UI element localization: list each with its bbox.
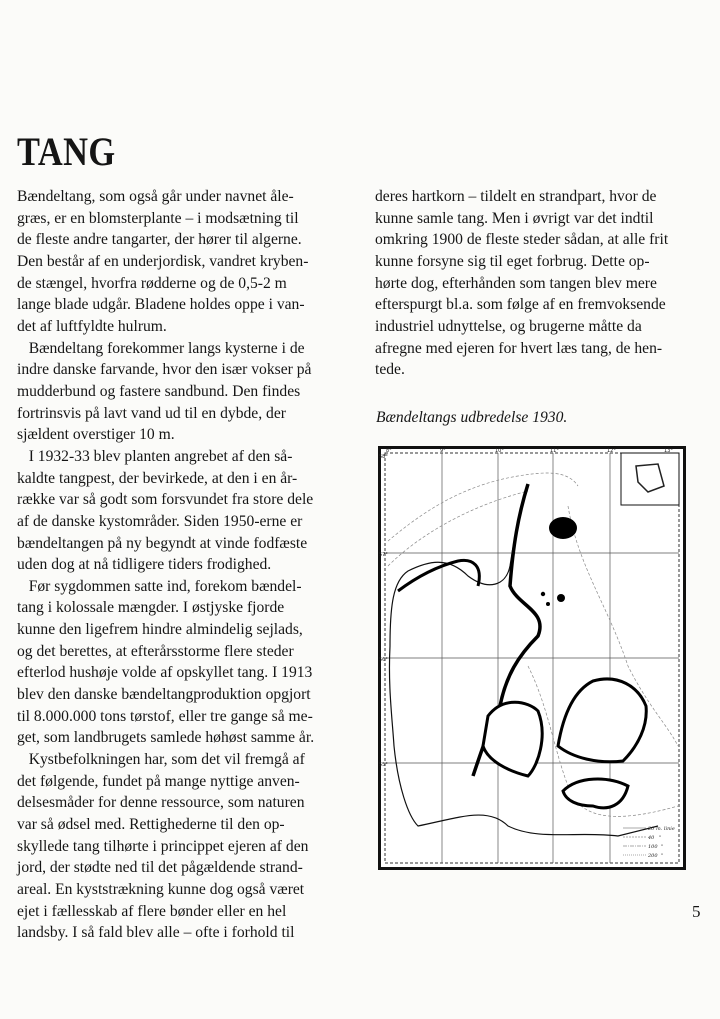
text-line: række var så godt som forsvundet fra store dele [17, 491, 314, 509]
text-line: industriel udnyttelse, og brugerne måtte da [375, 317, 642, 335]
lon-label: 10° [495, 448, 504, 454]
right-column-text [375, 186, 715, 381]
text-line: tang i kolossale mængder. I østjyske fjorde [17, 599, 285, 617]
lon-label: 9° [440, 448, 446, 454]
lon-label: 12° [607, 448, 616, 454]
text-line: kunne forsyne sig til eget forbrug. Dette op- [375, 252, 650, 270]
text-line: landsby. I så fald blev alle – ofte i forhold til [17, 924, 295, 942]
anholt-island [557, 594, 565, 602]
lolland-falster [563, 779, 628, 808]
eelgrass-spot [546, 602, 550, 606]
text-line: af de danske kystområder. Siden 1950-erne er [17, 512, 303, 530]
page-title: TANG [17, 129, 116, 174]
text-line: omkring 1900 de fleste steder sådan, at alle frit [375, 231, 669, 249]
text-line: Bændeltang, som også går under navnet åle- [17, 188, 294, 205]
text-line: bændeltangen på ny begyndt at vinde fodfæste [17, 534, 308, 552]
text-line: Før sygdommen satte ind, forekom bændel- [17, 577, 302, 595]
legend-entry: 20 m. linie [648, 826, 675, 832]
text-line: I 1932-33 blev planten angrebet af den så- [17, 447, 293, 465]
text-line: Kystbefolkningen har, som det vil fremgå af [17, 751, 305, 769]
text-line: efterlod hushøje volde af opskyllet tang. I 1913 [17, 664, 313, 682]
text-line: kunne samle tang. Men i øvrigt var det indtil [375, 209, 654, 227]
text-line: fortrinsvis på lavt vand ud til en dybde, der [17, 404, 286, 422]
text-line: uden dog at nå tidligere tiders frodighed. [17, 556, 272, 574]
text-line: det følgende, fundet på mange nyttige anven- [17, 772, 300, 790]
lat-label: 57° [379, 552, 388, 558]
lon-label: 11° [550, 448, 559, 454]
text-line: kaldte tangpest, der bevirkede, at den i en år- [17, 469, 298, 487]
text-line: deres hartkorn – tildelt en strandpart, hvor de [375, 188, 657, 205]
legend-entry: 200 " [648, 853, 664, 859]
lat-label: 58° [379, 454, 388, 460]
text-line: hørte dog, efterhånden som tangen blev mere [375, 274, 657, 292]
text-line: Bændeltang forekommer langs kysterne i de [17, 339, 305, 357]
text-line: lange blade udgår. Bladene holdes oppe i van- [17, 296, 305, 314]
legend-entry: 40 " [648, 835, 662, 841]
eelgrass-spot [541, 592, 545, 596]
lon-label: 13° [664, 448, 673, 454]
figure-caption: Bændeltangs udbredelse 1930. [376, 409, 568, 426]
bornholm-inset [621, 453, 679, 505]
text-line: til 8.000.000 tons tørstof, eller tre gange så me- [17, 707, 313, 725]
text-line: sjældent overstiger 10 m. [17, 426, 175, 444]
text-line: efterspurgt bl.a. som følge af en fremvoksende [375, 296, 666, 314]
text-line: get, som landbrugets samlede høhøst samme år. [17, 729, 315, 747]
text-line: det af luftfyldte hulrum. [17, 317, 167, 335]
text-line: areal. En kyststrækning kunne dog også været [17, 881, 305, 898]
text-line: delsesmåder for denne ressource, som naturen [17, 794, 305, 812]
text-line: Den består af en underjordisk, vandret kryben- [17, 252, 309, 270]
text-line: de stængel, hvorfra rødderne og de 0,5-2 m [17, 274, 287, 292]
left-column-text [17, 186, 357, 944]
text-line: indre danske farvande, hvor den især vokser på [17, 361, 312, 379]
text-line: og det berettes, at efterårsstorme flere steder [17, 642, 294, 660]
text-line: skyllede tang tilhørte i princippet ejeren af den [17, 837, 309, 855]
text-line: kunne den ligefrem hindre almindelig sejlads, [17, 621, 303, 639]
lat-label: 55° [379, 762, 388, 768]
text-line: mudderbund og fastere sandbund. Den findes [17, 382, 301, 400]
distribution-map [378, 446, 686, 870]
text-line: de fleste andre tangarter, der hører til algerne. [17, 231, 302, 249]
lat-label: 56° [379, 657, 388, 663]
legend-entry: 100 " [648, 844, 664, 850]
text-line: blev den danske bændeltangproduktion opgjort [17, 686, 311, 704]
text-line: var så ødsel med. Rettighederne til den op- [17, 816, 285, 834]
text-line: afregne med ejeren for hvert læs tang, de hen- [375, 339, 663, 357]
laeso-island [549, 517, 577, 539]
text-line: ejet i fællesskab af flere bønder eller en hel [17, 902, 287, 920]
lon-label: 8° [386, 448, 392, 454]
text-line: tede. [375, 361, 405, 379]
text-line: græs, er en blomsterplante – i modsætning til [17, 209, 299, 227]
page-number: 5 [692, 902, 701, 921]
text-line: jord, der stødte ned til det pågældende strand- [17, 859, 303, 877]
